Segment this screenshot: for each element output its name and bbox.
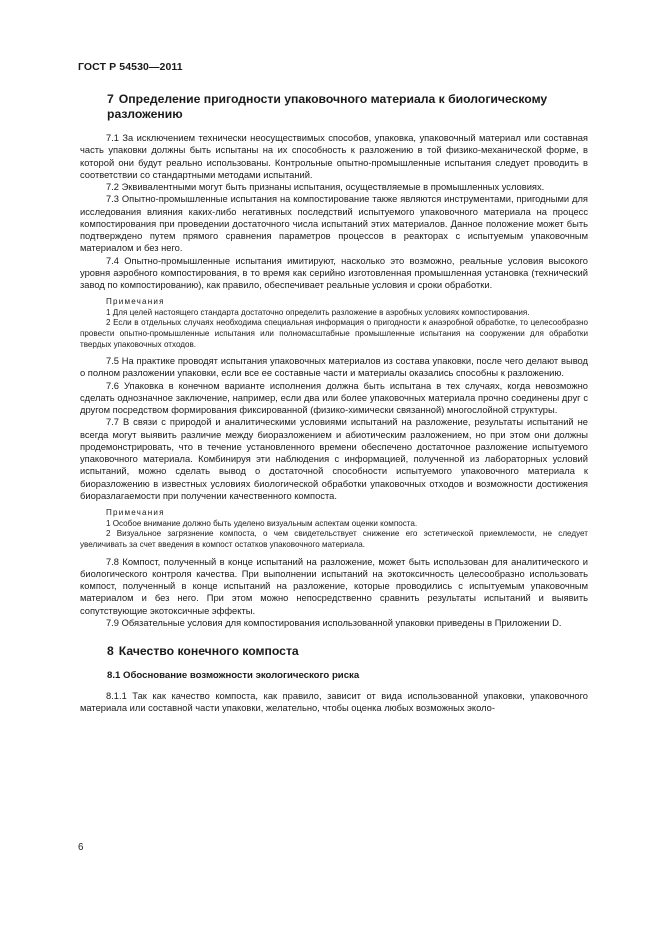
notes-heading: Примечания (106, 508, 165, 518)
section-7-number: 7 (107, 92, 114, 106)
section-8-number: 8 (107, 644, 114, 659)
notes-block-1 (80, 297, 588, 350)
note-item: 1 Для целей настоящего стандарта достаточно определить разложение в аэробных условиях компостирования. (106, 307, 530, 317)
paragraph-7-2: 7.2 Эквивалентными могут быть признаны испытания, осуществляемые в промышленных условиях. (106, 182, 545, 192)
paragraph-7-6: 7.6 Упаковка в конечном варианте исполнения должна быть испытана в тех случаях, когда невозможно сделать однозначное заключение, например, если два или более упаковочных материала прочно соединены друг с другом посредством формирования фиксированной (физико-химически связанной) многослойной структуры. (80, 380, 588, 416)
section-7-title (80, 92, 588, 121)
notes-heading: Примечания (106, 297, 165, 307)
page-number: 6 (78, 842, 84, 853)
paragraph-7-1: 7.1 За исключением технически неосуществимых способов, упаковка, упаковочный материал или составная часть упаковки должны быть испытаны на их способность к разложению в той физико-механической форме, в которой они будут реально использованы. Контрольные опытно-промышленные испытания следует проводить в соответствии со стандартными методами испытаний. (80, 133, 588, 180)
document-body (80, 92, 588, 714)
section-8-title-text: Качество конечного компоста (118, 644, 299, 659)
paragraph-7-4: 7.4 Опытно-промышленные испытания имитируют, насколько это возможно, реальные условия высокого уровня аэробного компостирования, в то время как серийно изготовленная промышленная установка (технический завод по компостированию), как правило, обеспечивает реальные условия и сроки обработки. (80, 255, 588, 290)
note-item: 1 Особое внимание должно быть уделено визуальным аспектам оценки компоста. (106, 518, 418, 528)
paragraph-7-7: 7.7 В связи с природой и аналитическими условиями испытаний на разложение, результаты испытаний не всегда могут выявить различие между биоразложением и абиотическим разложением, но при этом они должны продемонстрировать, что в течение установленного времени обеспечено достаточное разложение испытуемого упаковочного материала. Комбинируя эти наблюдения с информацией, полученной из лабораторных условий испытаний, можно сделать вывод о достаточной способности испытуемого упаковочного материала к биоразложению в известных условиях биологической обработки упаковочных отходов и возможности достижения биоразлагаемости при получении качественного компоста. (80, 417, 588, 501)
paragraph-7-3: 7.3 Опытно-промышленные испытания на компостирование также являются инструментами, пригодными для исследования влияния каких-либо негативных последствий испытуемого упаковочного материала на процесс компостирования при проведении достаточного числа испытаний этих материалов. Данное положение может быть подтверждено путем прямого сравнения параметров процессов в реакторах с испытуемым упаковочным материалом и без него. (80, 194, 588, 254)
note-item: 2 Если в отдельных случаях необходима специальная информация о пригодности к анаэробной обработке, то целесообразно провести опытно-промышленные испытания или полномасштабные промышленные испытания на сооружении для обработки твердых упаковочных отходов. (80, 318, 588, 349)
paragraph-8-1-1: 8.1.1 Так как качество компоста, как правило, зависит от вида использованной упаковки, упаковочного материала или составной части упаковки, желательно, чтобы оценка любых возможных эколо- (80, 690, 588, 713)
section-8-title (80, 644, 588, 659)
standard-code-header: ГОСТ Р 54530—2011 (78, 61, 183, 73)
paragraph-7-5: 7.5 На практике проводят испытания упаковочных материалов из состава упаковки, после чего делают вывод о полном разложении упаковки, если все ее составные части и материалы оказались способны к разложению. (80, 356, 588, 379)
note-item: 2 Визуальное загрязнение компоста, о чем свидетельствует снижение его эстетической приемлемости, не следует увеличивать за счет введения в компост остатков упаковочного материала. (80, 529, 588, 549)
paragraph-7-9: 7.9 Обязательные условия для компостирования использованной упаковки приведены в Приложении D. (106, 617, 562, 628)
section-7-title-text: Определение пригодности упаковочного материала к биологическому разложению (107, 92, 548, 121)
paragraph-7-8: 7.8 Компост, полученный в конце испытаний на разложение, может быть использован для аналитического и биологического контроля качества. При выполнении испытаний на экотоксичность целесообразно использовать компост, полученный в конце испытаний на разложение, которые проводились с испытуемым упаковочным материалом и без него. При этом можно непосредственно сравнить результаты испытаний и выявить сопутствующие экотоксичные эффекты. (80, 556, 588, 616)
section-spacer (80, 629, 588, 644)
notes-block-2 (80, 508, 588, 550)
subsection-8-1-title: 8.1 Обоснование возможности экологического риска (107, 669, 360, 681)
